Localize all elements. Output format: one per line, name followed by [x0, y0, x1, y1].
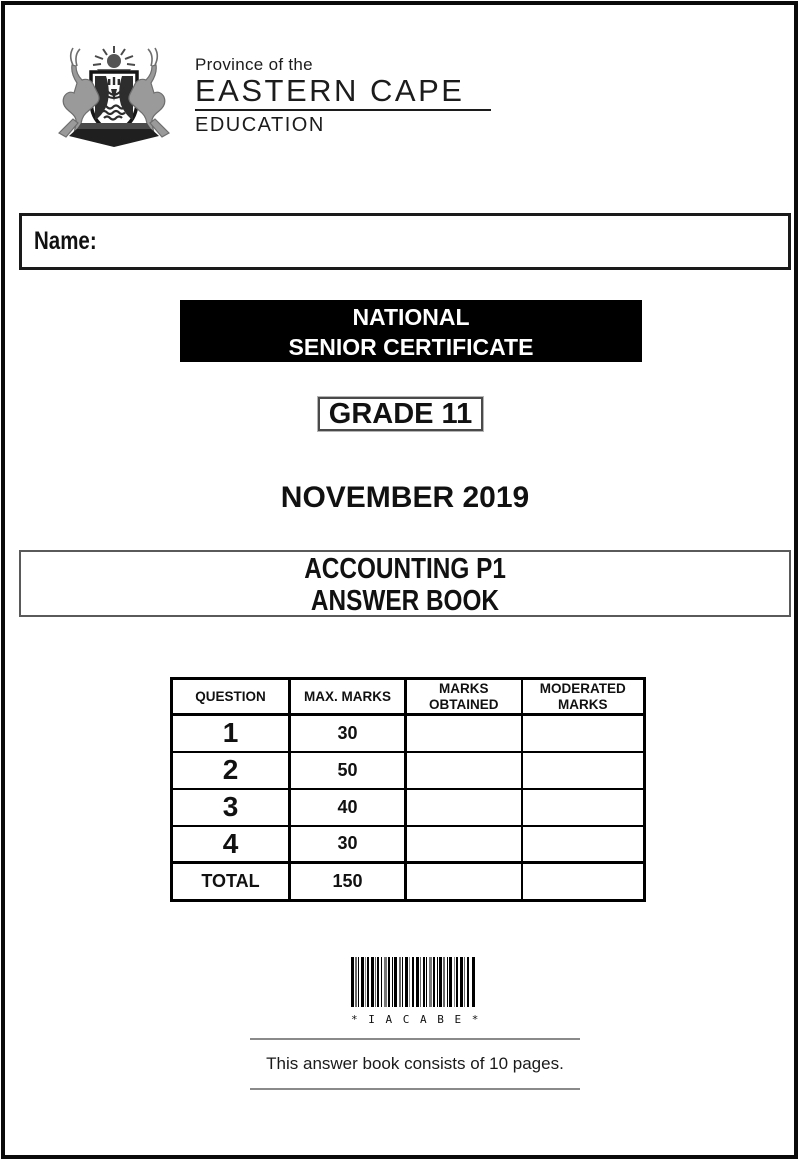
subject-box [19, 550, 791, 617]
marks-obtained-cell [406, 826, 522, 863]
name-label: Name: [34, 227, 97, 255]
total-label: TOTAL [172, 863, 290, 901]
max-marks-value: 40 [290, 789, 406, 826]
page-count-note: This answer book consists of 10 pages. [266, 1054, 564, 1073]
header-question: QUESTION [172, 679, 290, 715]
grade-label: GRADE 11 [328, 398, 473, 430]
subject-subtitle: ANSWER BOOK [310, 585, 500, 617]
certificate-banner [180, 300, 642, 362]
max-marks-value: 30 [290, 826, 406, 863]
footer-note-box [250, 1038, 580, 1090]
table-total-row [172, 863, 645, 901]
header-max-marks: MAX. MARKS [290, 679, 406, 715]
question-number: 4 [172, 826, 290, 863]
question-number: 2 [172, 752, 290, 789]
max-marks-value: 30 [290, 715, 406, 752]
province-logo [37, 43, 495, 151]
total-marks-obtained-cell [406, 863, 522, 901]
eastern-cape-coat-of-arms-icon [37, 43, 191, 151]
moderated-marks-cell [522, 715, 645, 752]
table-row [172, 752, 645, 789]
table-header-row [172, 679, 645, 715]
marks-obtained-cell [406, 715, 522, 752]
subject-title: ACCOUNTING P1 [304, 553, 506, 585]
moderated-marks-cell [522, 789, 645, 826]
answer-book-cover-page [1, 1, 798, 1159]
logo-divider [195, 109, 491, 111]
moderated-marks-cell [522, 826, 645, 863]
logo-eastern-cape: EASTERN CAPE [195, 73, 465, 108]
grade-box [318, 397, 483, 431]
banner-line-senior-certificate: SENIOR CERTIFICATE [288, 334, 534, 360]
table-row [172, 789, 645, 826]
table-row [172, 826, 645, 863]
barcode-icon [351, 957, 475, 1007]
question-number: 1 [172, 715, 290, 752]
logo-province-of-the: Province of the [195, 55, 313, 74]
header-moderated-marks: MODERATED MARKS [522, 679, 645, 715]
banner-line-national: NATIONAL [352, 304, 470, 330]
marks-obtained-cell [406, 752, 522, 789]
exam-barcode [351, 957, 481, 1026]
marks-obtained-cell [406, 789, 522, 826]
total-max-marks: 150 [290, 863, 406, 901]
question-number: 3 [172, 789, 290, 826]
exam-session: NOVEMBER 2019 [280, 481, 530, 514]
province-logo-text [195, 43, 495, 151]
moderated-marks-cell [522, 752, 645, 789]
header-marks-obtained: MARKS OBTAINED [406, 679, 522, 715]
table-row [172, 715, 645, 752]
max-marks-value: 50 [290, 752, 406, 789]
name-field-box [19, 213, 791, 270]
name-field-value [110, 216, 788, 267]
logo-education: EDUCATION [195, 114, 325, 136]
marks-summary-table [170, 677, 646, 902]
barcode-text: * I A C A B E * [351, 1013, 481, 1026]
total-moderated-marks-cell [522, 863, 645, 901]
